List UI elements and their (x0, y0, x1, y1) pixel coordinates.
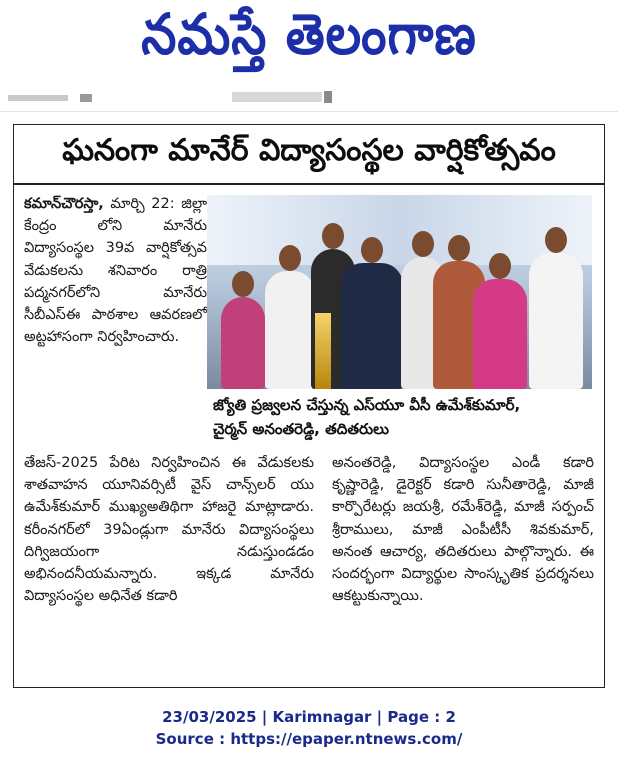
clipping-footer (0, 706, 618, 750)
caption-line: జ్యోతి ప్రజ్వలన చేస్తున్న ఎస్‌యూ వీసీ ఉమేశ్‌కుమార్, (213, 396, 521, 414)
strip-fragment (80, 94, 92, 102)
person-figure (265, 271, 315, 389)
source-link[interactable]: Source : https://epaper.ntnews.com/ (155, 730, 463, 748)
article-intro (24, 193, 207, 449)
stage-backdrop (207, 195, 592, 265)
person-figure (221, 297, 265, 389)
article-body-right: అనంతరెడ్డి, విద్యాసంస్థల ఎండీ కడారి కృష్ణారెడ్డి, డైరెక్టర్ కడారి సునీతారెడ్డి, మాజీ కార్పొరేటర్లు జయశ్రీ, రమేశ్‌రెడ్డి, మాజీ సర్పంచ్ శ్రీరాములు, మాజీ ఎంపీటీసీ శివకుమార్, అనంత ఆచార్య, తదితరులు పాల్గొన్నారు. ఈ సందర్భంగా విద్యార్థుల సాంస్కృతిక ప్రదర్శనలు ఆకట్టుకున్నాయి. (332, 455, 594, 605)
masthead-strip (0, 86, 618, 112)
intro-text: మార్చి 22: జిల్లా కేంద్రం లోని మానేరు విద్యాసంస్థల 39వ వార్షికోత్సవ వేడుకలను శనివారం రాత్రి పద్మనగర్‌లోని మానేరు సీబీఎస్‌ఈ పాఠశాల ఆవరణలో అట్టహాసంగా నిర్వహించారు. (24, 196, 207, 346)
article-headline: ఘనంగా మానేర్ విద్యాసంస్థల వార్షికోత్సవం (14, 125, 604, 185)
caption-line: చైర్మన్ అనంతరెడ్డి, తదితరులు (213, 420, 389, 438)
publication-info: 23/03/2025 | Karimnagar | Page : 2 (162, 708, 456, 726)
news-clipping (13, 124, 605, 688)
person-figure (529, 253, 583, 389)
article-body-left: తేజస్-2025 పేరిట నిర్వహించిన ఈ వేడుకలకు శాతవాహన యూనివర్సిటీ వైస్ చాన్స్‌లర్ యు ఉమేశ్‌కుమార్ ముఖ్యఅతిథిగా హాజరై మాట్లాడారు. కరీంనగర్‌లో 39ఏండ్లుగా మానేరు విద్యాసంస్థలు దిగ్విజయంగా నడుస్తుండడం అభినందనీయమన్నారు. ఇక్కడ మానేరు విద్యాసంస్థల అధినేత కడారి (24, 455, 314, 605)
newspaper-logo: నమస్తే తెలంగాణ (141, 0, 477, 67)
masthead (0, 0, 618, 82)
strip-fragment (232, 92, 322, 102)
strip-fragment (8, 95, 68, 101)
oil-lamp (315, 313, 331, 389)
person-figure (473, 279, 527, 389)
dateline: కమాన్‌చౌరస్తా, (24, 196, 104, 212)
person-figure (341, 263, 403, 389)
photo-caption (207, 389, 592, 445)
strip-fragment (324, 91, 332, 103)
event-photo (207, 195, 592, 389)
divider (0, 111, 618, 112)
